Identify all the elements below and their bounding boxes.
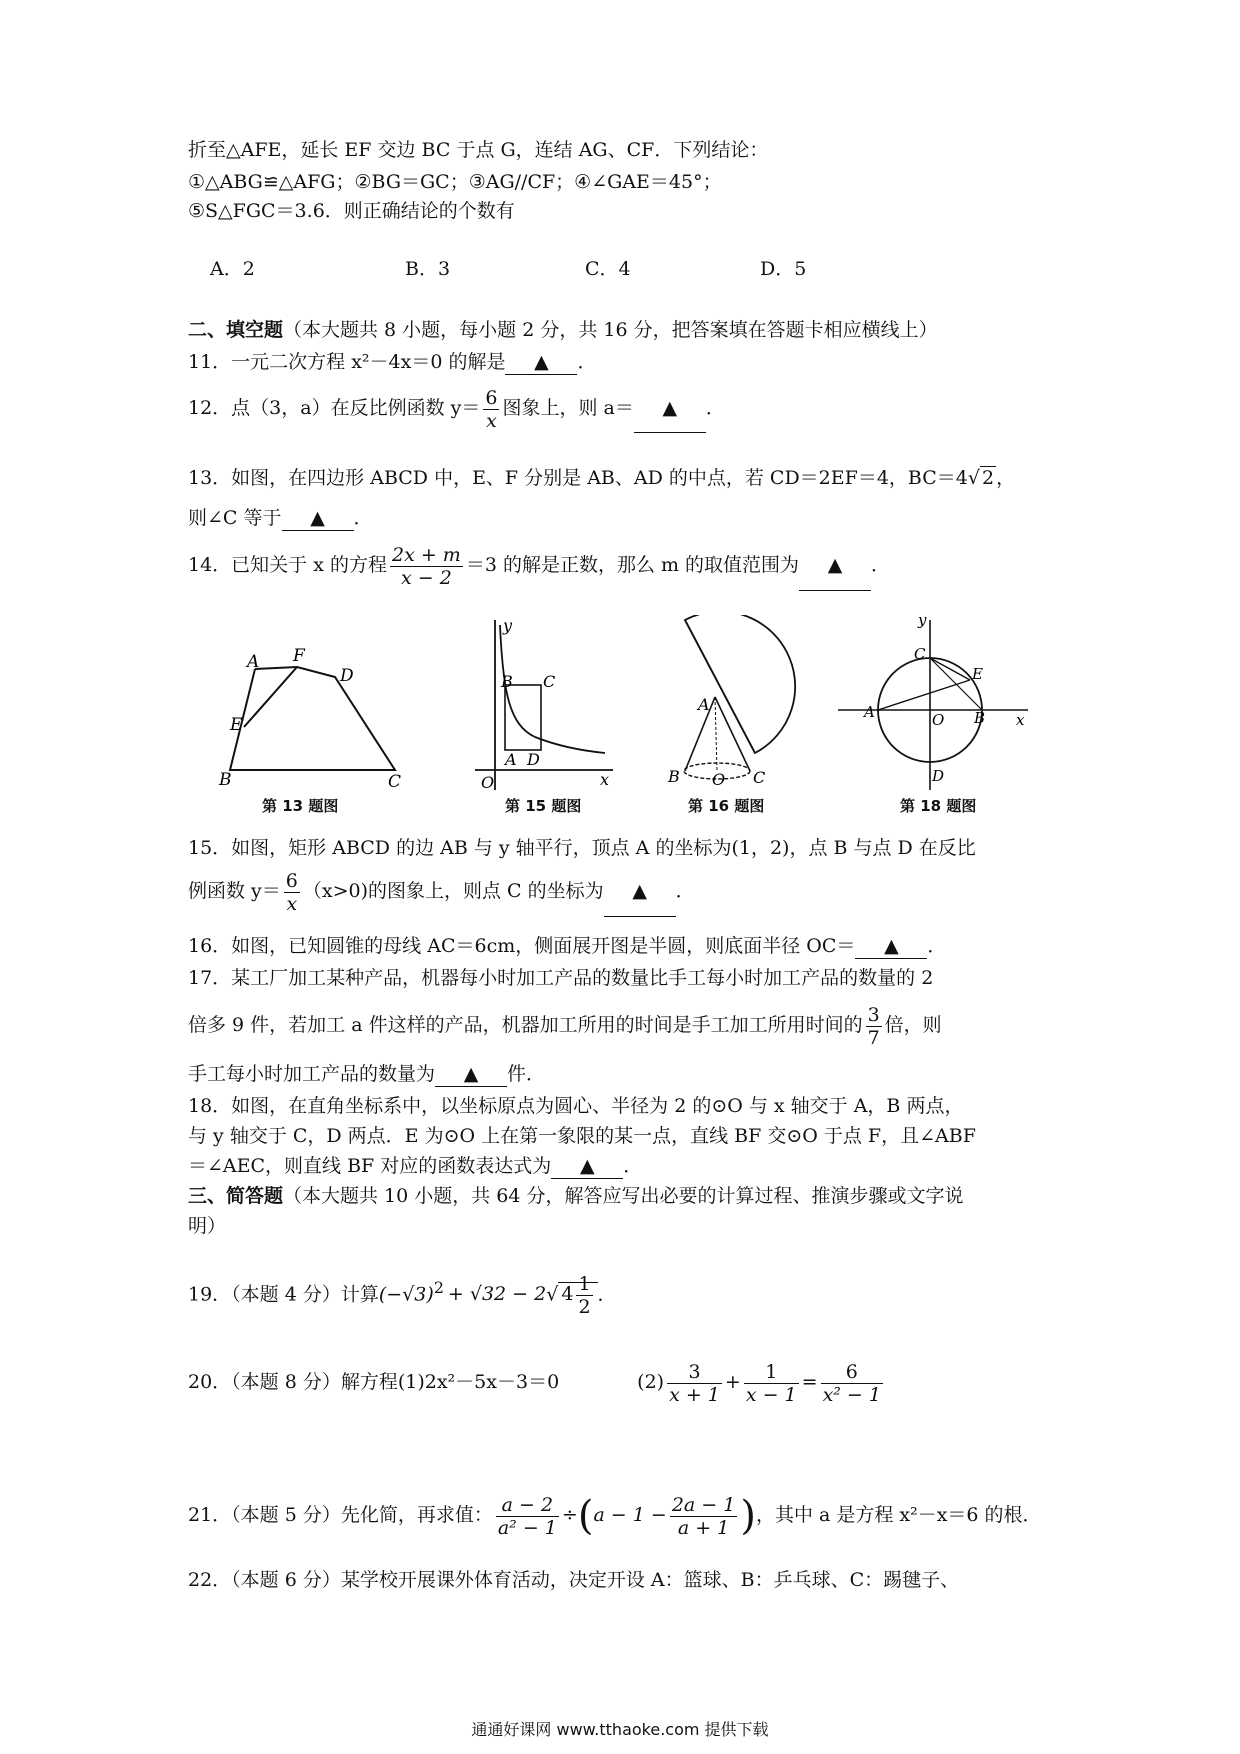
q21: 21．（本题 5 分）先化简，再求值： $\frac{a - 2}{\text{a² − 1}}$ ÷(a − 1 − $\frac{2a - 1}{a + 1}$ )，其中 a 是方程 x²－x＝6 的根． <box>188 1493 1042 1539</box>
q10-option-d: D．5 <box>760 258 807 280</box>
section2-heading: 二、填空题 <box>188 319 284 341</box>
q20 <box>188 1356 886 1408</box>
q20-eq: = <box>801 1371 818 1393</box>
q12-frac-num: 6 <box>485 386 498 409</box>
q18-post: ． <box>623 1155 643 1177</box>
q16 <box>188 934 946 959</box>
section2-note: （本大题共 8 小题，每小题 2 分，共 16 分，把答案填在答题卡相应横线上） <box>283 319 938 341</box>
q14-frac-den: x − 2 <box>400 566 452 589</box>
fig16-label-o: O <box>712 770 726 789</box>
q15-frac-num: 6 <box>285 869 298 892</box>
fig15-label-o: O <box>481 773 495 792</box>
q12-frac-den: x <box>486 409 497 432</box>
answer-blank: ▲ <box>505 350 577 375</box>
q15-line2 <box>188 866 695 917</box>
fig13-label-e: E <box>230 715 243 735</box>
q17-frac-num: 3 <box>867 1003 880 1026</box>
q20-frac1 <box>667 1361 722 1406</box>
q18-line3 <box>188 1154 642 1179</box>
answer-blank: ▲ <box>634 384 706 433</box>
q11 <box>188 350 597 375</box>
q20-part2: (2) <box>637 1371 665 1393</box>
fig18-label-y: y <box>918 615 927 629</box>
q13-line1-post: ， <box>996 467 1016 489</box>
q19-text: 19．（本题 4 分）计算 <box>188 1283 379 1306</box>
answer-blank: ▲ <box>604 866 676 917</box>
q19-expr-b: + √32 − 2 <box>447 1283 547 1306</box>
answer-blank: ▲ <box>282 506 354 531</box>
fig16-caption: 第 16 题图 <box>688 797 765 815</box>
q15-line2-text: 例函数 y＝ <box>188 880 281 902</box>
q11-post: ． <box>577 351 597 373</box>
fig18-label-b: B <box>974 709 986 727</box>
q15-fraction <box>284 870 300 915</box>
q21-div: ÷ <box>561 1504 578 1526</box>
q17-line3 <box>188 1062 545 1087</box>
q20-frac2 <box>744 1361 799 1406</box>
q13-line1: 13．如图，在四边形 ABCD 中，E、F 分别是 AB、AD 的中点，若 CD＝2EF＝4，BC＝4√ 2 ， <box>188 467 1016 489</box>
q13-text: 13．如图，在四边形 ABCD 中，E、F 分别是 AB、AD 的中点，若 CD＝2EF＝4，BC＝4 <box>188 467 968 489</box>
fig15-label-y: y <box>503 616 513 635</box>
q17-line2-post: 倍，则 <box>884 1014 942 1036</box>
q17-post: 件． <box>507 1063 546 1085</box>
q20-frac3-num: 6 <box>821 1361 883 1384</box>
figure-16-cone <box>660 615 810 795</box>
q22-line1: 22．（本题 6 分）某学校开展课外体育活动，决定开设 A：篮球、B：乒乓球、C：踢毽子、 <box>188 1569 960 1591</box>
q20-frac2-den: x − 1 <box>745 1383 797 1406</box>
q12 <box>188 384 725 433</box>
q19-post: ． <box>597 1283 617 1306</box>
section2-header <box>188 318 938 342</box>
fig16-label-b: B <box>668 767 680 786</box>
fig13-label-f: F <box>293 646 305 666</box>
page-footer: 通通好课网 www.tthaoke.com 提供下载 <box>471 1720 769 1739</box>
q10-line2: ①△ABG≌△AFG；②BG＝GC；③AG//CF；④∠GAE＝45°； <box>188 171 722 193</box>
q19-exponent: 2 <box>433 1278 444 1297</box>
q14 <box>188 540 890 591</box>
q20-frac1-den: x + 1 <box>669 1383 720 1406</box>
q13-post: ． <box>353 507 373 529</box>
q17-line1: 17．某工厂加工某种产品，机器每小时加工产品的数量比手工每小时加工产品的数量的 2 <box>188 967 934 989</box>
q19: 19．（本题 4 分）计算$(-√3)^2 + √32 - 2√$ 4 $\frac{1}{2}$ ． <box>188 1272 617 1318</box>
q21-frac1-den: a² − 1 <box>497 1516 557 1539</box>
fig15-label-b: B <box>501 672 513 691</box>
q17-line2 <box>188 1000 942 1050</box>
q13-line2 <box>188 506 373 531</box>
q14-frac-num: 2x + m <box>391 543 461 566</box>
q13-sqrt: 2 <box>981 467 995 489</box>
q20-text: 20．（本题 8 分）解方程(1)2x²－5x－3＝0 <box>188 1371 560 1393</box>
section3-heading: 三、简答题 <box>188 1185 284 1207</box>
fig15-label-x: x <box>600 770 610 789</box>
q21-post: ，其中 a 是方程 x²－x＝6 的根． <box>755 1504 1042 1526</box>
q14-post: ． <box>871 554 891 576</box>
fig18-label-o: O <box>932 711 945 729</box>
q21-frac1 <box>496 1494 559 1539</box>
q14-text: 14．已知关于 x 的方程 <box>188 554 387 576</box>
fig13-caption: 第 13 题图 <box>262 797 339 815</box>
q19-frac-den: 2 <box>578 1295 591 1318</box>
q12-text: 12．点（3，a）在反比例函数 y＝ <box>188 397 481 419</box>
q20-frac3-den: x² − 1 <box>822 1383 881 1406</box>
q21-inner-a: a − 1 − <box>593 1504 667 1526</box>
fig13-label-d: D <box>340 666 354 686</box>
q17-frac-den: 7 <box>867 1026 880 1049</box>
q20-frac3 <box>821 1361 883 1406</box>
fig13-label-a: A <box>247 652 260 672</box>
q19-mixed-int: 4 <box>561 1283 574 1306</box>
figure-15-hyperbola <box>465 615 615 795</box>
q21-frac2-num: 2a − 1 <box>671 1493 736 1516</box>
q20-frac2-num: 1 <box>744 1361 799 1384</box>
answer-blank: ▲ <box>799 540 871 591</box>
q16-text: 16．如图，已知圆锥的母线 AC＝6cm，侧面展开图是半圆，则底面半径 OC＝ <box>188 935 856 957</box>
fig16-label-c: C <box>753 768 766 787</box>
fig15-label-a: A <box>505 750 517 769</box>
q15-line1: 15．如图，矩形 ABCD 的边 AB 与 y 轴平行，顶点 A 的坐标为(1，2)，点 B 与点 D 在反比 <box>188 837 976 859</box>
q21-text: 21．（本题 5 分）先化简，再求值： <box>188 1504 493 1526</box>
fig15-label-d: D <box>527 750 540 769</box>
answer-blank: ▲ <box>855 934 927 959</box>
fig18-caption: 第 18 题图 <box>900 797 977 815</box>
fig13-label-c: C <box>388 772 402 792</box>
q13-line2-text: 则∠C 等于 <box>188 507 282 529</box>
q19-fraction <box>576 1273 592 1318</box>
answer-blank: ▲ <box>551 1154 623 1179</box>
q14-mid: ＝3 的解是正数，那么 m 的取值范围为 <box>465 554 800 576</box>
q15-line2-mid: （x>0)的图象上，则点 C 的坐标为 <box>302 880 604 902</box>
q20-plus: + <box>724 1371 741 1393</box>
q12-fraction <box>483 387 499 432</box>
answer-blank: ▲ <box>435 1062 507 1087</box>
q15-post: ． <box>675 880 695 902</box>
q18-line3-text: ＝∠AEC，则直线 BF 对应的函数表达式为 <box>188 1155 552 1177</box>
fig16-label-a: A <box>698 695 710 714</box>
q14-fraction <box>390 544 463 589</box>
q20-frac1-num: 3 <box>667 1361 722 1384</box>
section3-header <box>188 1184 964 1208</box>
fig18-label-c: C <box>914 645 926 663</box>
q19-frac-num: 1 <box>578 1272 591 1295</box>
q10-option-c: C．4 <box>585 258 631 280</box>
q10-option-b: B．3 <box>405 258 451 280</box>
fig18-label-e: E <box>972 665 983 683</box>
q10-option-a: A．2 <box>210 258 255 280</box>
q18-line2: 与 y 轴交于 C，D 两点．E 为⊙O 上在第一象限的某一点，直线 BF 交⊙O 于点 F，且∠ABF <box>188 1125 976 1147</box>
q21-frac2 <box>670 1494 738 1539</box>
q18-line1: 18．如图，在直角坐标系中，以坐标原点为圆心、半径为 2 的⊙O 与 x 轴交于 A，B 两点， <box>188 1095 964 1117</box>
fig18-label-a: A <box>864 703 875 721</box>
q19-expr-a: (−√3) <box>378 1283 434 1306</box>
q17-fraction <box>866 1004 882 1049</box>
q19-radicand <box>558 1272 597 1318</box>
q16-post: ． <box>927 935 947 957</box>
fig15-caption: 第 15 题图 <box>505 797 582 815</box>
q17-line3-text: 手工每小时加工产品的数量为 <box>188 1063 436 1085</box>
q12-post: ． <box>705 397 725 419</box>
q17-line2-text: 倍多 9 件，若加工 a 件这样的产品，机器加工所用的时间是手工加工所用时间的 <box>188 1014 863 1036</box>
fig18-label-x: x <box>1016 711 1025 729</box>
fig13-label-b: B <box>219 770 232 790</box>
fig18-label-d: D <box>932 767 945 785</box>
section3-note: （本大题共 10 小题，共 64 分，解答应写出必要的计算过程、推演步骤或文字说 <box>283 1185 964 1207</box>
q10-line3: ⑤S△FGC＝3.6．则正确结论的个数有 <box>188 200 515 222</box>
q12-mid: 图象上，则 a＝ <box>502 397 634 419</box>
q10-line1: 折至△AFE，延长 EF 交边 BC 于点 G，连结 AG、CF．下列结论： <box>188 139 769 161</box>
q21-frac1-num: a − 2 <box>496 1494 559 1517</box>
q21-frac2-den: a + 1 <box>677 1516 730 1539</box>
section3-note-cont: 明） <box>188 1215 227 1237</box>
q15-frac-den: x <box>286 892 298 915</box>
q11-text: 11．一元二次方程 x²－4x＝0 的解是 <box>188 351 506 373</box>
fig15-label-c: C <box>543 672 556 691</box>
figure-18-circle <box>838 615 1033 795</box>
figure-13-quadrilateral <box>215 615 415 795</box>
